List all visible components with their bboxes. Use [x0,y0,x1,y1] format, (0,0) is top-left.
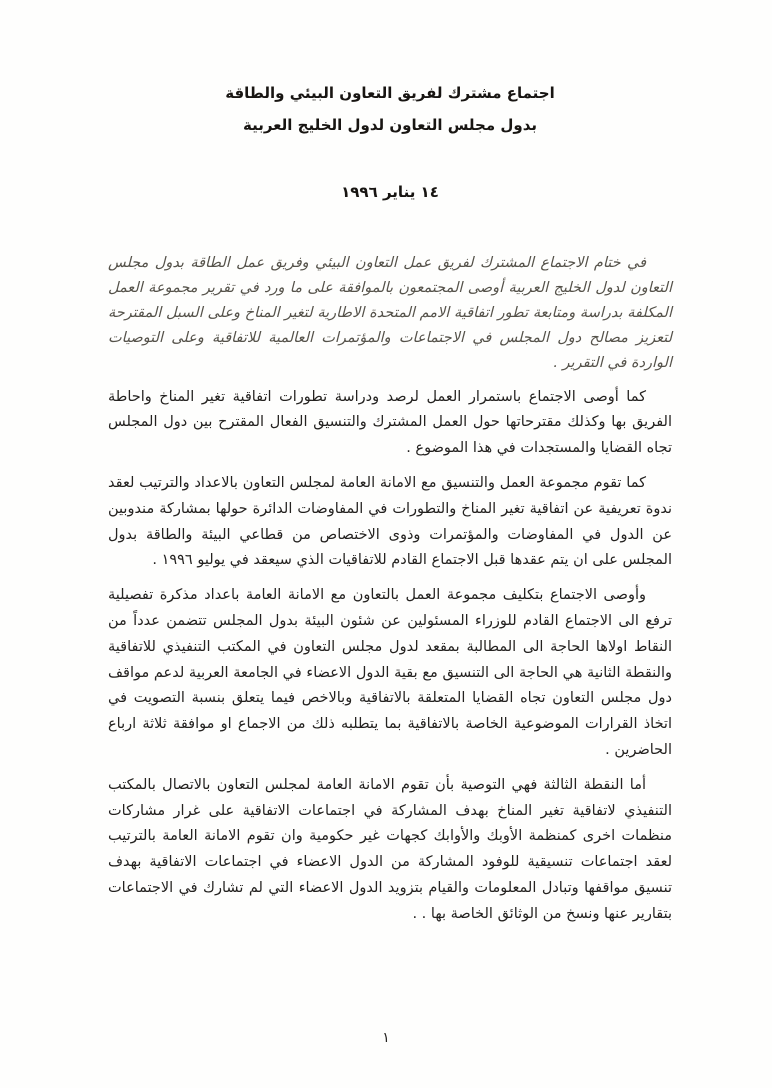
title-line-2: بدول مجلس التعاون لدول الخليج العربية [243,115,537,134]
paragraph: أما النقطة الثالثة فهي التوصية بأن تقوم الامانة العامة لمجلس التعاون بالاتصال بالمكتب التنفيذي لاتفاقية تغير المناخ بهدف المشاركة في اجتماعات الاتفاقية على غرار مشاركات منظمات اخرى كمنظمة الأوبك والأوابك كجهات غير حكومية وان تقوم الامانة العامة بالترتيب لعقد اجتماعات تنسيقية للوفود المشاركة من الدول الاعضاء في اجتماعات الاتفاقية بهدف تنسيق مواقفها وتبادل المعلومات والقيام بتزويد الدول الاعضاء التي لم تشارك في الاجتماعات بتقارير عنها ونسخ من الوثائق الخاصة بها . . [108,776,672,922]
paragraph: وأوصى الاجتماع بتكليف مجموعة العمل بالتعاون مع الامانة العامة باعداد مذكرة تفصيلية ترفع الى الاجتماع القادم للوزراء المسئولين عن شئون البيئة بدول المجلس تتضمن عدداً من النقاط اولاها الحاجة الى المطالبة بمقعد لدول مجلس التعاون في المكتب التنفيذي للاتفاقية والنقطة الثانية هي الحاجة الى التنسيق مع بقية الدول الاعضاء في الجامعة العربية لدعم مواقف دول مجلس التعاون تجاه القضايا المتعلقة بالاتفاقية وبالاخص فيما يتعلق بنسبة التصويت في اتخاذ القرارات الموضوعية الخاصة بالاتفاقية بما يتطلبه ذلك من الاجماع او موافقة ثلاثة ارباع الحاضرين . [108,587,672,759]
document-title [108,78,672,141]
document-date: ١٤ يناير ١٩٩٦ [341,183,439,201]
title-line-1: اجتماع مشترك لفريق التعاون البيئي والطاقة [225,84,555,102]
paragraph: في ختام الاجتماع المشترك لفريق عمل التعاون البيئي وفريق عمل الطاقة بدول مجلس التعاون لدول الخليج العربية أوصى المجتمعون بالموافقة على ما ورد في تقرير مجموعة العمل المكلفة بدراسة ومتابعة تطور اتفاقية الامم المتحدة الاطارية لتغير المناخ وعلى السبل المقترحة لتعزيز مصالح دول المجلس في الاجتماعات والمؤتمرات العالمية للاتفاقية وعلى التوصيات الواردة في التقرير . [108,255,672,371]
page-number: ١ [382,1030,390,1046]
document-body [108,251,672,928]
paragraph: كما تقوم مجموعة العمل والتنسيق مع الامانة العامة لمجلس التعاون بالاعداد والترتيب لعقد ندوة تعريفية عن اتفاقية تغير المناخ والتطورات في المفاوضات الدائرة حولها بمشاركة مندوبين عن الدول في المفاوضات والمؤتمرات وذوى الاختصاص من قطاعي البيئة والطاقة بدول المجلس على ان يتم عقدها قبل الاجتماع القادم للاتفاقيات الذي سيعقد في يوليو ١٩٩٦ . [108,475,672,569]
paragraph: كما أوصى الاجتماع باستمرار العمل لرصد ودراسة تطورات اتفاقية تغير المناخ واحاطة الفريق بها وكذلك مقترحاتها حول العمل المشترك والتنسيق الفعال المقترح بين دول المجلس تجاه القضايا والمستجدات في هذا الموضوع . [108,388,672,457]
